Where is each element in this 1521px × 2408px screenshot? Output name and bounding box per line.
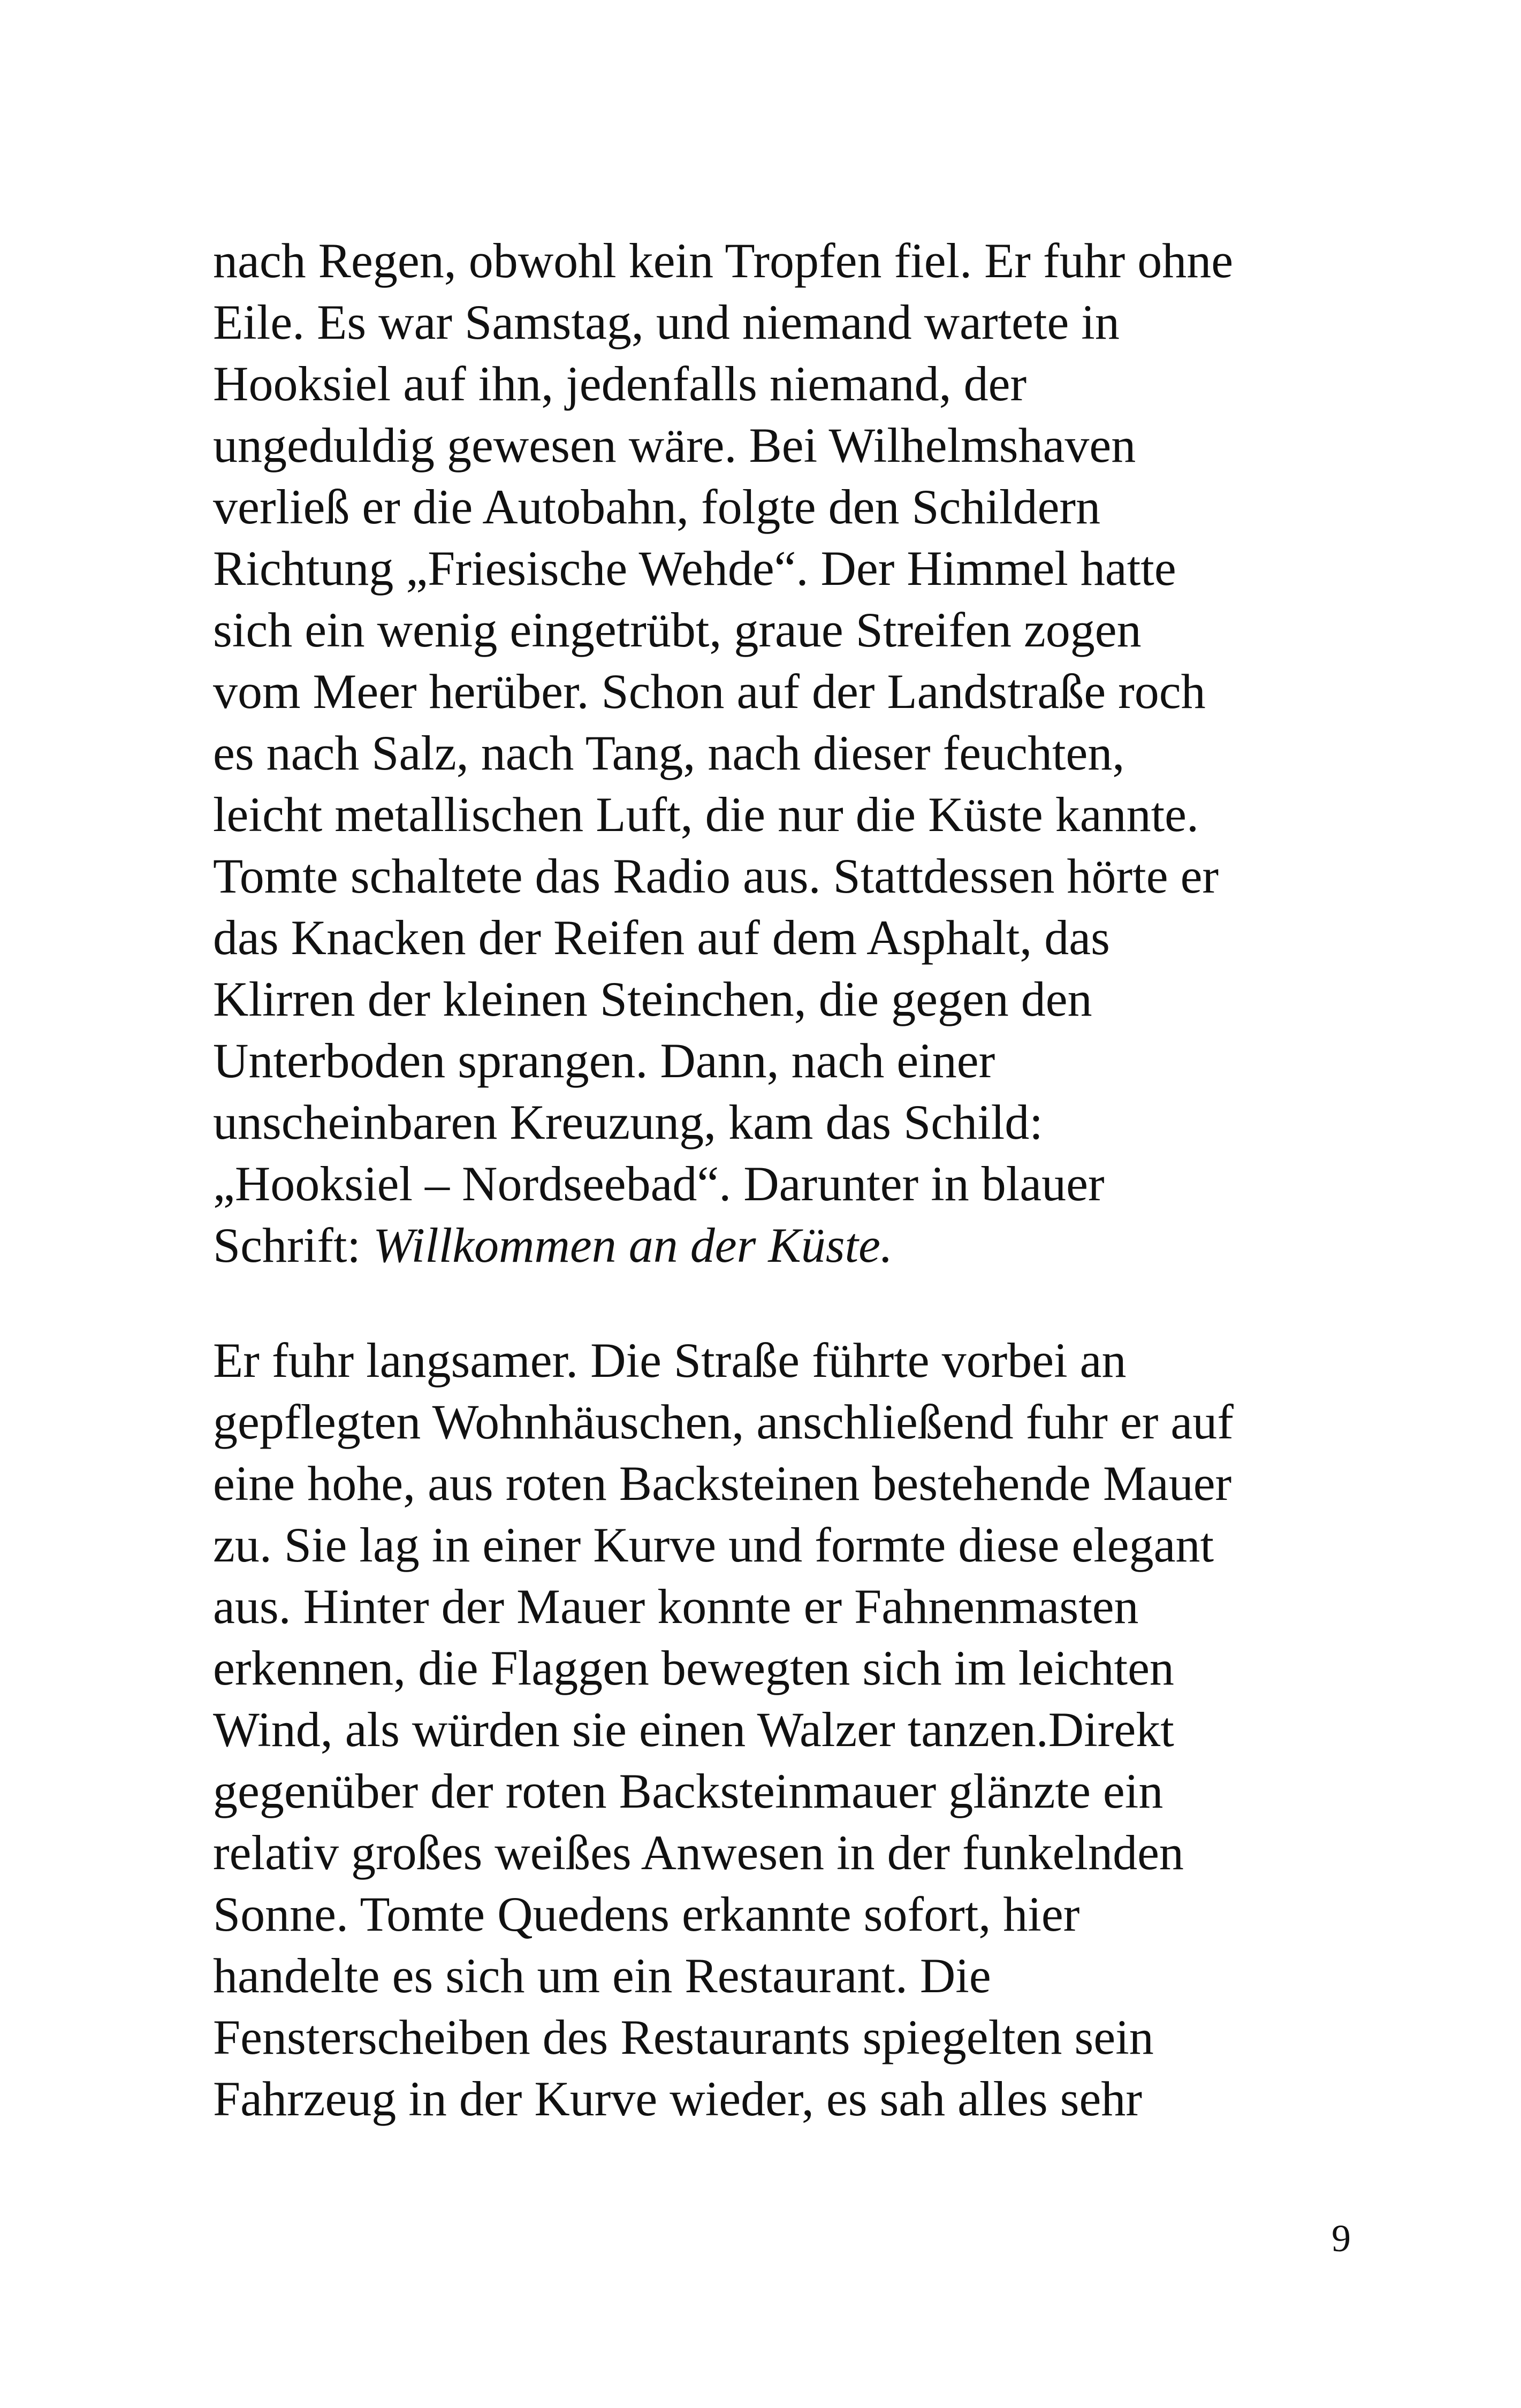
text-line: Klirren der kleinen Steinchen, die gegen den: [213, 972, 1092, 1026]
text-line: handelte es sich um ein Restaurant. Die: [213, 1948, 991, 2003]
text-line: Fahrzeug in der Kurve wieder, es sah alles sehr: [213, 2071, 1143, 2126]
page-number: 9: [1332, 2217, 1351, 2260]
paragraph-1: [213, 230, 1337, 1276]
text-line: Eile. Es war Samstag, und niemand wartete in: [213, 295, 1120, 349]
text-line: gegenüber der roten Backsteinmauer glänzte ein: [213, 1764, 1163, 1818]
text-line: Hooksiel auf ihn, jedenfalls niemand, der: [213, 356, 1027, 411]
text-line: Fensterscheiben des Restaurants spiegelten sein: [213, 2010, 1154, 2064]
text-line: aus. Hinter der Mauer konnte er Fahnenmasten: [213, 1579, 1139, 1634]
text-line: unscheinbaren Kreuzung, kam das Schild:: [213, 1095, 1043, 1149]
text-line: ungeduldig gewesen wäre. Bei Wilhelmshaven: [213, 418, 1136, 473]
text-line: Richtung „Friesische Wehde“. Der Himmel hatte: [213, 541, 1176, 596]
text-line: gepflegten Wohnhäuschen, anschließend fuhr er auf: [213, 1394, 1234, 1449]
text-line: eine hohe, aus roten Backsteinen bestehende Mauer: [213, 1456, 1232, 1511]
text-line: Wind, als würden sie einen Walzer tanzen.Direkt: [213, 1702, 1174, 1757]
text-line: Unterboden sprangen. Dann, nach einer: [213, 1033, 995, 1088]
text-line: zu. Sie lag in einer Kurve und formte diese elegant: [213, 1518, 1214, 1572]
italic-phrase: Willkommen an der Küste.: [372, 1218, 893, 1272]
text-line: verließ er die Autobahn, folgte den Schildern: [213, 479, 1101, 534]
text-line: leicht metallischen Luft, die nur die Küste kannte.: [213, 787, 1199, 842]
body-text: [213, 230, 1337, 2130]
text-line: es nach Salz, nach Tang, nach dieser feuchten,: [213, 726, 1125, 780]
text-line: das Knacken der Reifen auf dem Asphalt, das: [213, 910, 1110, 965]
text-line: nach Regen, obwohl kein Tropfen fiel. Er fuhr ohne: [213, 233, 1234, 288]
text-line: Sonne. Tomte Quedens erkannte sofort, hier: [213, 1887, 1080, 1941]
text-line: Tomte schaltete das Radio aus. Stattdessen hörte er: [213, 849, 1219, 903]
text-line-last: [213, 1215, 1337, 1276]
paragraph-2: [213, 1330, 1337, 2130]
text-line: relativ großes weißes Anwesen in der funkelnden: [213, 1825, 1184, 1880]
text-line: „Hooksiel – Nordseebad“. Darunter in blauer: [213, 1156, 1105, 1211]
line-prefix: Schrift:: [213, 1218, 373, 1272]
paragraph-gap: [213, 1276, 1337, 1330]
text-line: erkennen, die Flaggen bewegten sich im leichten: [213, 1641, 1174, 1695]
text-line: sich ein wenig eingetrübt, graue Streifen zogen: [213, 603, 1142, 657]
text-line: Er fuhr langsamer. Die Straße führte vorbei an: [213, 1333, 1127, 1388]
text-line: vom Meer herüber. Schon auf der Landstraße roch: [213, 664, 1206, 719]
